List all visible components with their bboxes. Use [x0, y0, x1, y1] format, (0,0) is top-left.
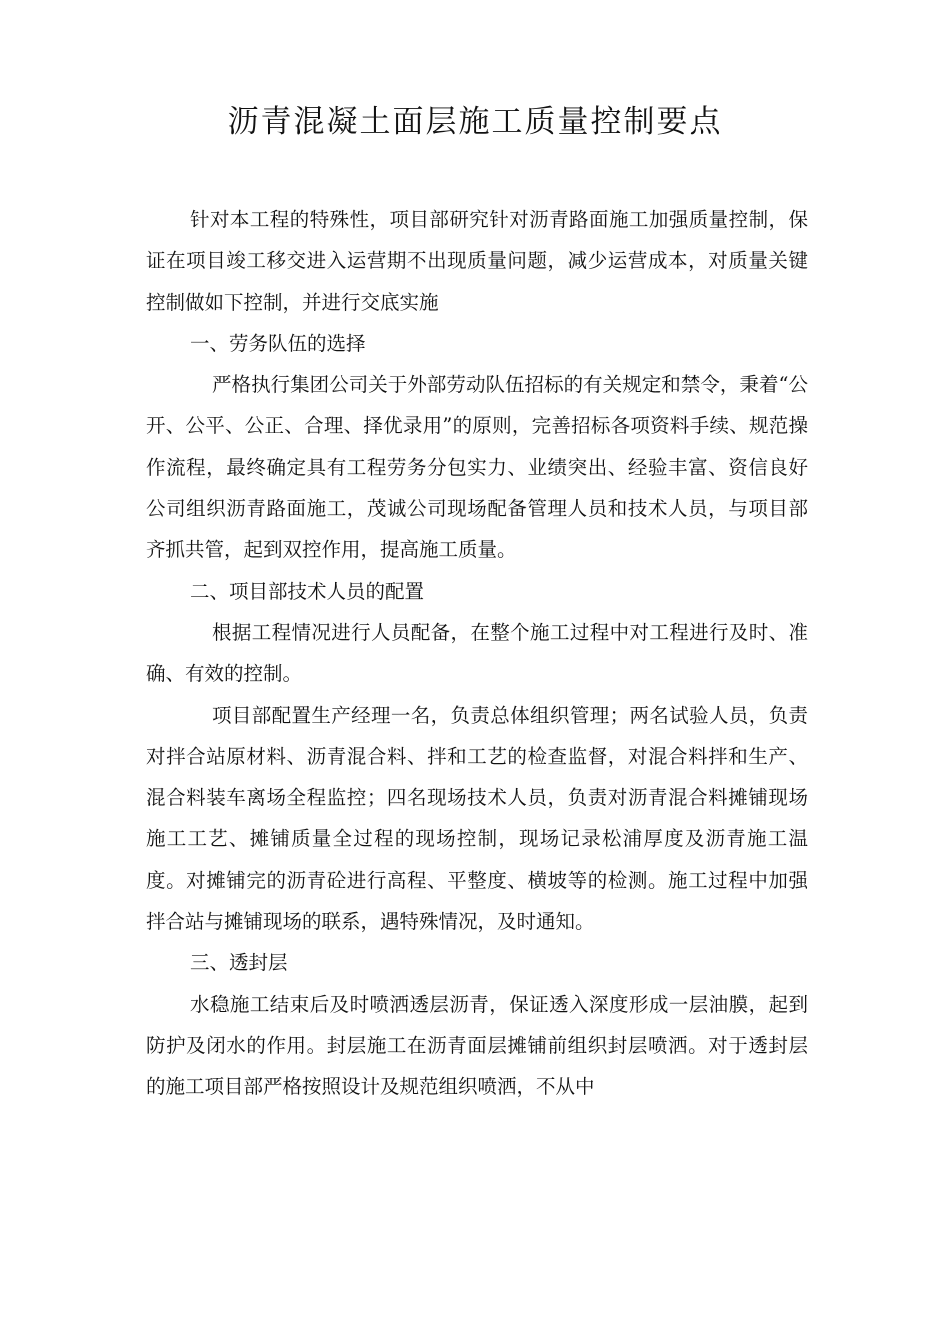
paragraph-staff-roles: 项目部配置生产经理一名，负责总体组织管理；两名试验人员，负责对拌合站原材料、沥青混合料、拌和工艺的检查监督，对混合料拌和生产、混合料装车离场全程监控；四名现场技术人员，负责对沥青混合料摊铺现场施工工艺、摊铺质量全过程的现场控制，现场记录松浦厚度及沥青施工温度。对摊铺完的沥青砼进行高程、平整度、横坡等的检测。施工过程中加强拌合站与摊铺现场的联系，遇特殊情况，及时通知。	[146, 703, 808, 934]
paragraph-labor-team: 严格执行集团公司关于外部劳动队伍招标的有关规定和禁令，秉着“公开、公平、公正、合理、择优录用”的原则，完善招标各项资料手续、规范操作流程，最终确定具有工程劳务分包实力、业绩突出、经验丰富、资信良好公司组织沥青路面施工，茂诚公司现场配备管理人员和技术人员，与项目部齐抓共管，起到双控作用，提高施工质量。	[146, 373, 808, 562]
document-body	[146, 199, 808, 1108]
paragraph-staffing: 根据工程情况进行人员配备，在整个施工过程中对工程进行及时、准确、有效的控制。	[146, 620, 808, 686]
paragraph-intro: 针对本工程的特殊性，项目部研究针对沥青路面施工加强质量控制，保证在项目竣工移交进入运营期不出现质量问题，减少运营成本，对质量关键控制做如下控制，并进行交底实施	[146, 208, 808, 314]
section-heading-labor-team: 一、劳务队伍的选择	[190, 331, 366, 355]
paragraph-prime-seal-coat: 水稳施工结束后及时喷洒透层沥青，保证透入深度形成一层油膜，起到防护及闭水的作用。封层施工在沥青面层摊铺前组织封层喷洒。对于透封层的施工项目部严格按照设计及规范组织喷洒，不从中	[146, 992, 808, 1099]
section-heading-prime-seal-coat: 三、透封层	[190, 951, 288, 975]
section-heading-technical-staff: 二、项目部技术人员的配置	[190, 579, 425, 603]
document-title: 沥青混凝土面层施工质量控制要点	[227, 104, 723, 140]
